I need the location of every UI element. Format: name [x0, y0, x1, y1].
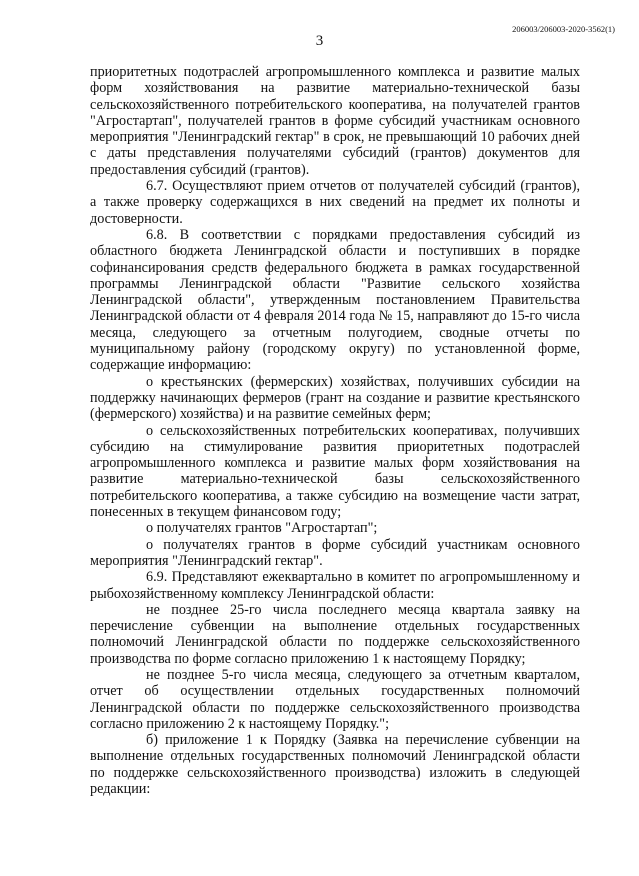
paragraph-6-7: 6.7. Осуществляют прием отчетов от получателей субсидий (грантов), а также проверку содержащихся в них сведений на предмет их полноты и достоверности.: [90, 178, 580, 227]
document-body: [90, 64, 580, 797]
list-item: не позднее 25-го числа последнего месяца квартала заявку на перечисление субвенции на выполнение отдельных государственных полномочий Ленинградской области по поддержке сельскохозяйственного производства по форме согласно приложению 1 к настоящему Порядку;: [90, 601, 580, 667]
list-item: о сельскохозяйственных потребительских кооперативах, получивших субсидию на стимулирование развития приоритетных подотраслей агропромышленного комплекса и развитие малых форм хозяйствования на развитие материально-технической базы сельскохозяйственного потребительского кооператива, а также субсидию на возмещение части затрат, понесенных в текущем финансовом году;: [90, 422, 580, 521]
paragraph-6-9: 6.9. Представляют ежеквартально в комитет по агропромышленному и рыбохозяйственному комплексу Ленинградской области:: [90, 569, 580, 602]
paragraph: приоритетных подотраслей агропромышленного комплекса и развитие малых форм хозяйствования на развитие материально-технической базы сельскохозяйственного потребительского кооператива, на получателей грантов "Агростартап", получателей грантов в форме субсидий участникам основного мероприятия "Ленинградский гектар" в срок, не превышающий 10 рабочих дней с даты представления получателями субсидий (грантов) документов для предоставления субсидий (грантов).: [90, 64, 580, 178]
list-item: о крестьянских (фермерских) хозяйствах, получивших субсидии на поддержку начинающих фермеров (грант на создание и развитие крестьянского (фермерского) хозяйства) и на развитие семейных ферм;: [90, 373, 580, 423]
document-id: 206003/206003-2020-3562(1): [512, 24, 615, 34]
list-item: о получателях грантов в форме субсидий участникам основного мероприятия "Ленинградский гектар".: [90, 536, 580, 569]
page-number: 3: [315, 33, 324, 49]
paragraph-6-8: 6.8. В соответствии с порядками предоставления субсидий из областного бюджета Ленинградской области и поступивших в порядке софинансирования средств федерального бюджета в рамках государственной программы Ленинградской области "Развитие сельского хозяйства Ленинградской области", утвержденным постановлением Правительства Ленинградской области от 4 февраля 2014 года № 15, направляют до 15-го числа месяца, следующего за отчетным полугодием, сводные отчеты по муниципальному району (городскому округу) по установленной форме, содержащие информацию:: [90, 226, 580, 374]
list-item: о получателях грантов "Агростартап";: [146, 520, 378, 537]
paragraph-b: б) приложение 1 к Порядку (Заявка на перечисление субвенции на выполнение отдельных государственных полномочий Ленинградской области по поддержке сельскохозяйственного производства) изложить в следующей редакции:: [90, 732, 580, 798]
list-item: не позднее 5-го числа месяца, следующего за отчетным кварталом, отчет об осуществлении отдельных государственных полномочий Ленинградской области по поддержке сельскохозяйственного производства согласно приложению 2 к настоящему Порядку.";: [90, 666, 580, 732]
